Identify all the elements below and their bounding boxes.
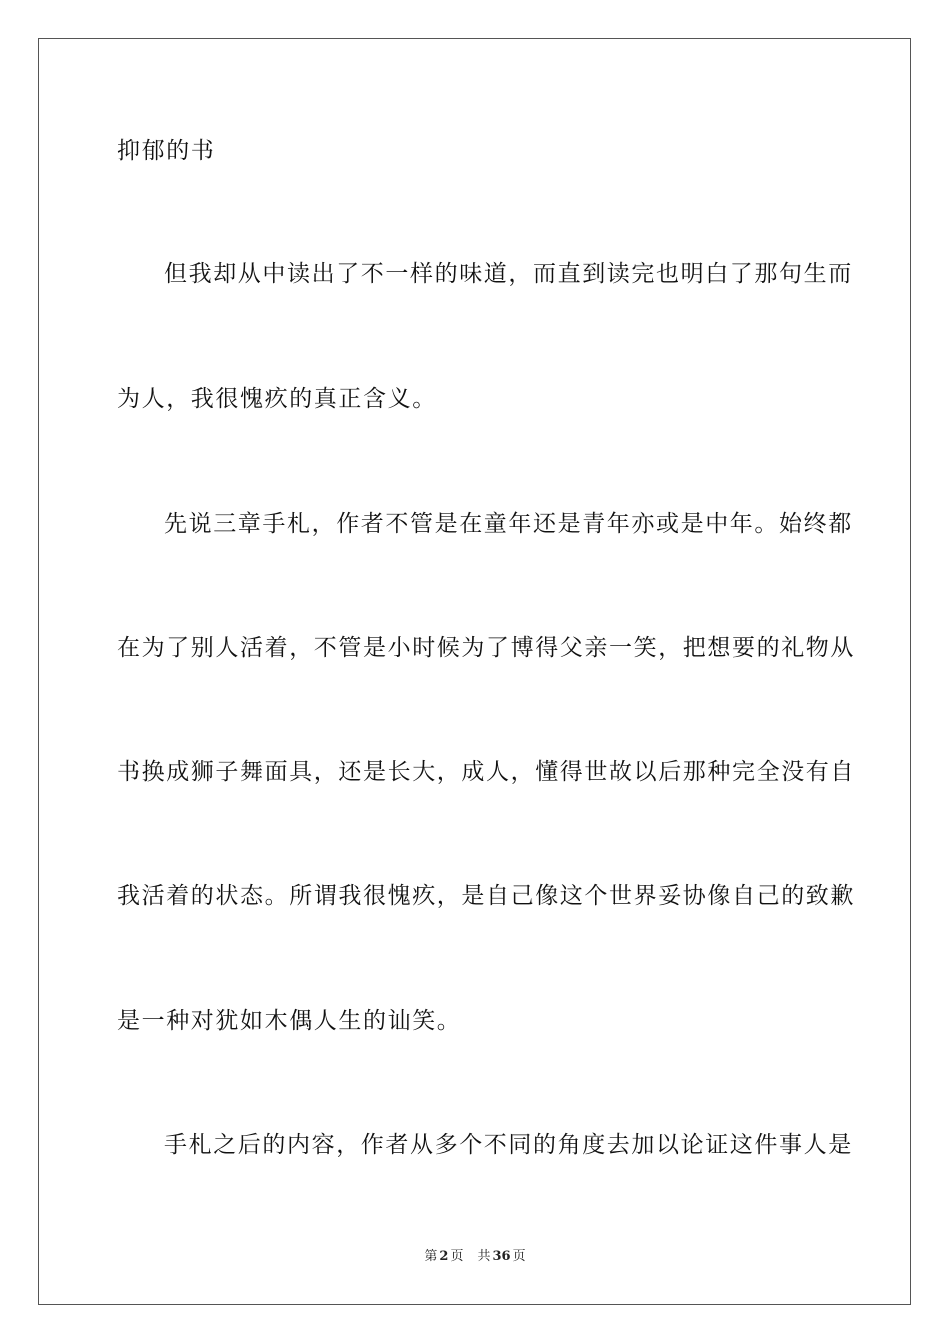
text-line-2: 但我却从中读出了不一样的味道，而直到读完也明白了那句生而 (164, 261, 853, 287)
text-line-1: 抑郁的书 (117, 138, 216, 164)
text-line-3: 为人，我很愧疚的真正含义。 (117, 386, 437, 412)
page-footer (0, 1245, 950, 1264)
total-page-number: 36 (492, 1249, 511, 1264)
total-label-prefix: 共 (477, 1249, 491, 1264)
current-page-number: 2 (439, 1249, 449, 1264)
text-line-9: 手札之后的内容，作者从多个不同的角度去加以论证这件事人是 (164, 1132, 853, 1158)
page-border (38, 38, 911, 1305)
text-line-4: 先说三章手札，作者不管是在童年还是青年亦或是中年。始终都 (164, 511, 853, 537)
text-line-7: 我活着的状态。所谓我很愧疚，是自己像这个世界妥协像自己的致歉 (117, 883, 855, 909)
total-label-suffix: 页 (512, 1249, 526, 1264)
text-line-5: 在为了别人活着，不管是小时候为了博得父亲一笑，把想要的礼物从 (117, 635, 855, 661)
page-label-prefix: 第 (424, 1249, 438, 1264)
text-line-6: 书换成狮子舞面具，还是长大，成人，懂得世故以后那种完全没有自 (117, 759, 855, 785)
text-line-8: 是一种对犹如木偶人生的讪笑。 (117, 1008, 462, 1034)
page-label-suffix: 页 (450, 1249, 464, 1264)
